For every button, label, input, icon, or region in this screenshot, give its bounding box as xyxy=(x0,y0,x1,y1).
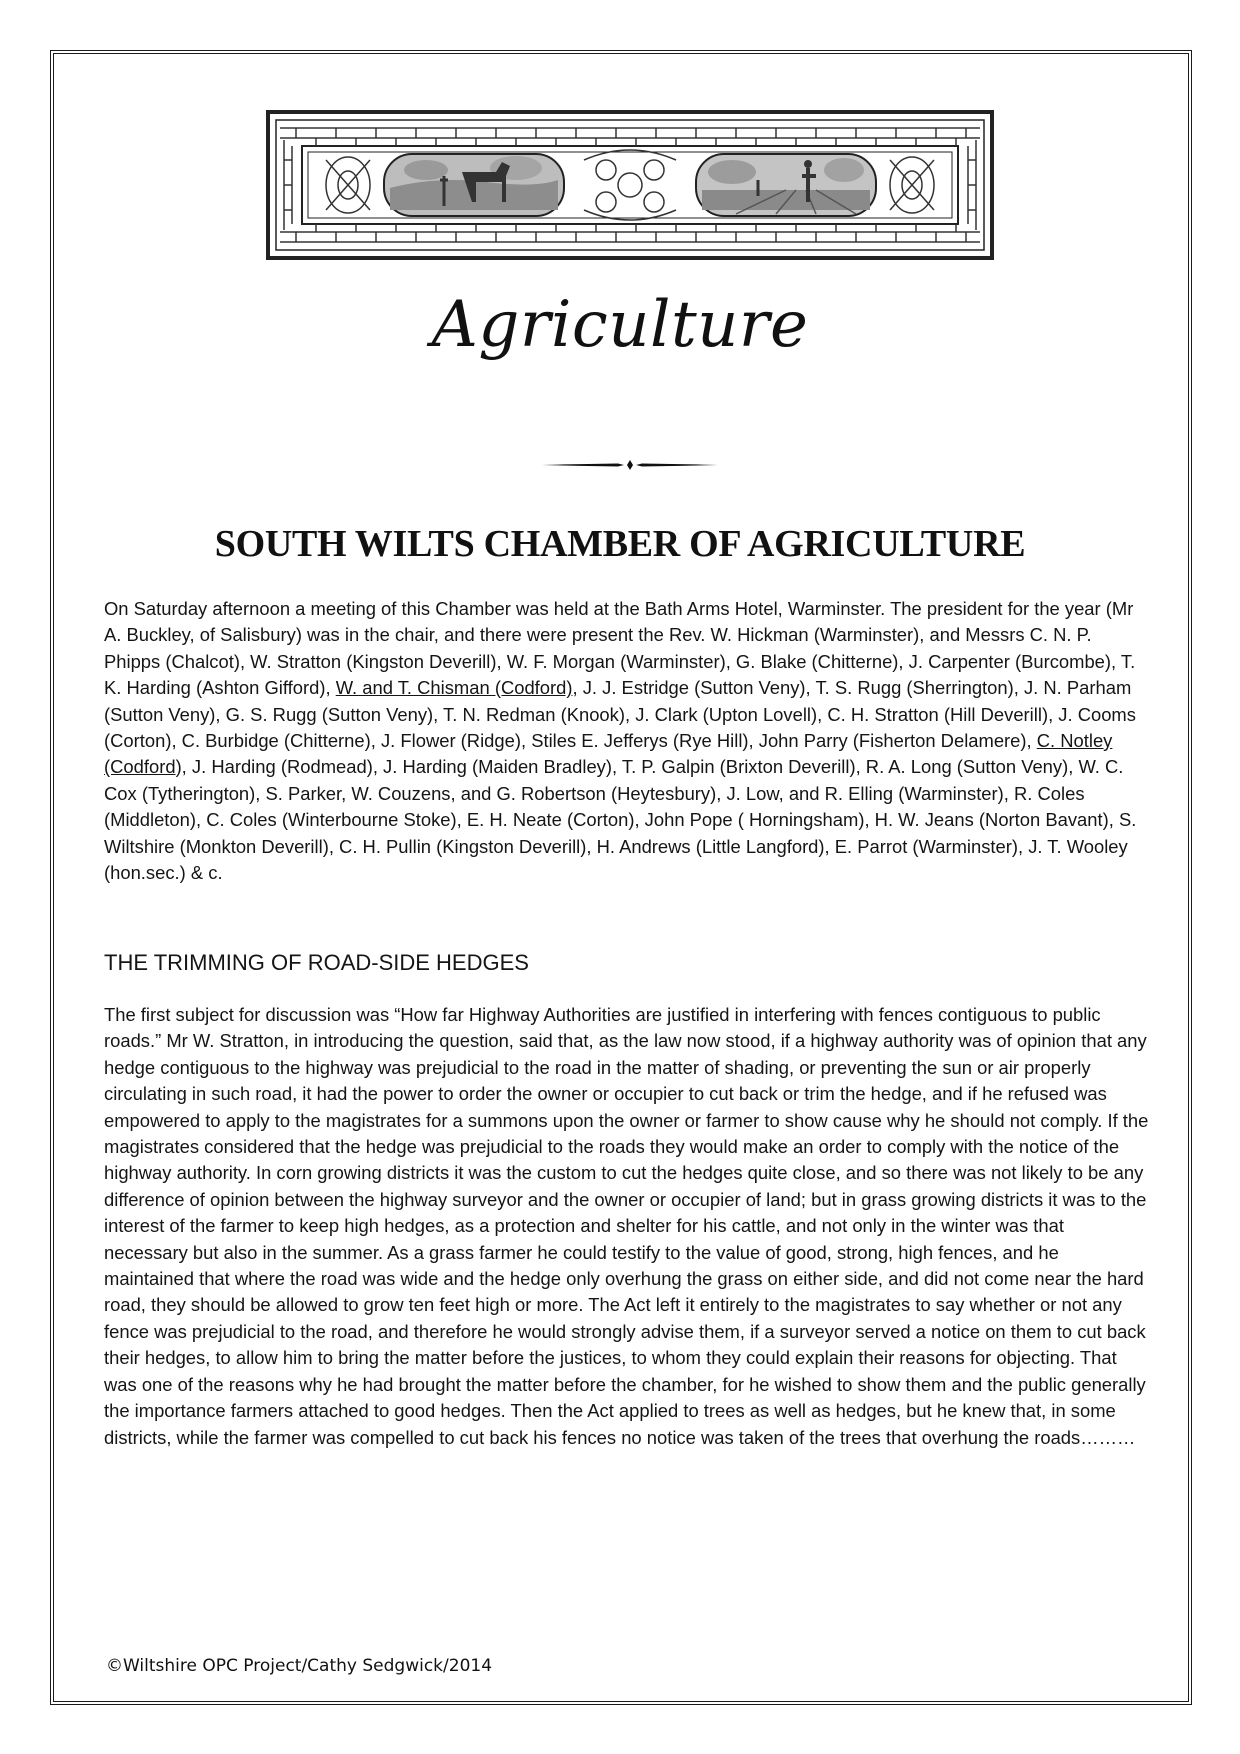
page-title: Agriculture xyxy=(431,288,809,362)
paragraph-text: ), J. Harding (Rodmead), J. Harding (Maiden Bradley), T. P. Galpin (Brixton Deverill), R. A. Long (Sutton Veny), W. C. Cox (Tytherington), S. Parker, W. Couzens, and G. Robertson (Heytesbury), J. Low, and R. Elling (Warminster), R. Coles (Middleton), C. Coles (Winterbourne Stoke), E. H. Neate (Corton), John Pope ( Horningsham), H. W. Jeans (Norton Bavant), S. Wiltshire (Monkton Deverill), C. H. Pullin (Kingston Deverill), H. Andrews (Little Langford), E. Parrot (Warminster), J. T. Wooley (hon.sec.) & c. xyxy=(104,756,1137,884)
engraved-banner-illustration xyxy=(266,110,994,260)
banner-vignette-ploughing xyxy=(384,154,564,216)
attendees-paragraph xyxy=(104,596,1152,886)
paragraph-text: On Saturday afternoon a meeting of this Chamber was held at the Bath Arms Hotel, Warminster. The president for the year (Mr A. Buckley, of Salisbury) was in the chair, and there were present the Rev. W. Hickman (Warminster), and Messrs C. N. P. Phipps (Chalcot), W. Stratton (Kingston Deverill), W. F. Morgan (Warminster), G. Blake (Chitterne), J. Carpenter (Burcombe), T. K. Harding (Ashton Gifford), xyxy=(104,598,1136,699)
copyright-footer: ©Wiltshire OPC Project/Cathy Sedgwick/2014 xyxy=(106,1656,493,1676)
underlined-name: W. and T. Chisman (Codford) xyxy=(335,677,573,699)
banner-vignette-sowing xyxy=(696,154,876,216)
underlined-name: C. Notley (Codford xyxy=(104,730,1113,778)
paragraph-text: , J. J. Estridge (Sutton Veny), T. S. Rugg (Sherrington), J. N. Parham (Sutton Veny), G. S. Rugg (Sutton Veny), T. N. Redman (Knook), J. Clark (Upton Lovell), C. H. Stratton (Hill Deverill), J. Cooms (Corton), C. Burbidge (Chitterne), J. Flower (Ridge), Stiles E. Jefferys (Rye Hill), John Parry (Fisherton Delamere), xyxy=(104,677,1136,752)
section-subheading: THE TRIMMING OF ROAD-SIDE HEDGES xyxy=(104,950,529,975)
article-heading: SOUTH WILTS CHAMBER OF AGRICULTURE xyxy=(214,523,1026,565)
discussion-paragraph: The first subject for discussion was “How far Highway Authorities are justified in interfering with fences contiguous to public roads.” Mr W. Stratton, in introducing the question, said that, as the law now stood, if a highway authority was of opinion that any hedge contiguous to the highway was prejudicial to the road in the matter of shading, or preventing the sun or air properly circulating in such road, it had the power to order the owner or occupier to cut back or trim the hedge, and if he refused was empowered to apply to the magistrates for a summons upon the owner or farmer to show cause why he should not comply. If the magistrates considered that the hedge was prejudicial to the roads they would make an order to comply with the notice of the highway authority. In corn growing districts it was the custom to cut the hedges quite close, and so there was not likely to be any difference of opinion between the highway surveyor and the owner or occupier of land; but in grass growing districts it was to the interest of the farmer to keep high hedges, as a protection and shelter for his cattle, and not only in the winter was that necessary but also in the summer. As a grass farmer he could testify to the value of good, strong, high fences, and he maintained that where the road was wide and the hedge only overhung the grass on either side, and did not come near the hard road, they should be allowed to grow ten feet high or more. The Act left it entirely to the magistrates to say whether or not any fence was prejudicial to the road, and therefore he would strongly advise them, if a surveyor served a notice on them to cut back their hedges, to allow him to bring the matter before the justices, to whom they could explain their reasons for objecting. That was one of the reasons why he had brought the matter before the chamber, for he wished to show them and the public generally the importance farmers attached to good hedges. Then the Act applied to trees as well as hedges, but he knew that, in some districts, while the farmer was compelled to cut back his fences no notice was taken of the trees that overhung the roads……… xyxy=(104,1004,1149,1448)
divider-flourish-icon xyxy=(540,458,720,472)
